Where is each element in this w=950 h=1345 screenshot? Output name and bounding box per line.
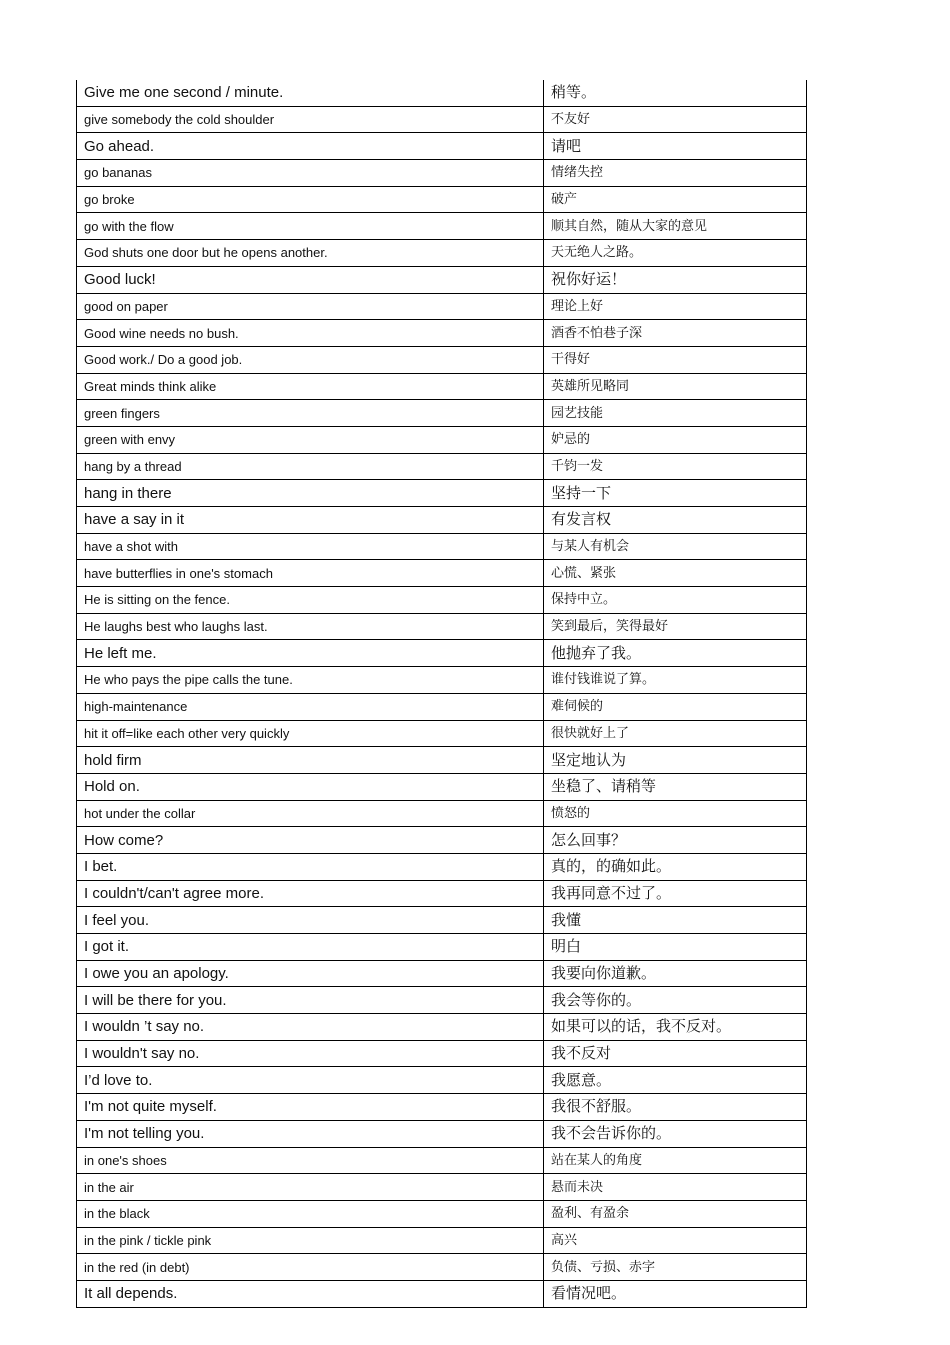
- chinese-meaning-cell: 站在某人的角度: [544, 1147, 807, 1174]
- chinese-meaning-cell: 我要向你道歉。: [544, 960, 807, 987]
- chinese-meaning-cell: 我再同意不过了。: [544, 880, 807, 907]
- table-row: [77, 587, 807, 614]
- english-phrase-cell: high-maintenance: [77, 693, 544, 720]
- table-row: [77, 1227, 807, 1254]
- english-phrase-cell: I'm not quite myself.: [77, 1094, 544, 1121]
- english-phrase-cell: He is sitting on the fence.: [77, 587, 544, 614]
- english-phrase-cell: Good work./ Do a good job.: [77, 346, 544, 373]
- table-row: [77, 987, 807, 1014]
- table-row: [77, 133, 807, 160]
- phrase-table-body: [77, 80, 807, 1307]
- chinese-meaning-cell: 顺其自然，随从大家的意见: [544, 213, 807, 240]
- chinese-meaning-cell: 负债、亏损、赤字: [544, 1254, 807, 1281]
- table-row: [77, 1174, 807, 1201]
- table-row: [77, 186, 807, 213]
- table-row: [77, 240, 807, 267]
- chinese-meaning-cell: 明白: [544, 934, 807, 961]
- english-phrase-cell: in the pink / tickle pink: [77, 1227, 544, 1254]
- table-row: [77, 960, 807, 987]
- english-phrase-cell: I owe you an apology.: [77, 960, 544, 987]
- chinese-meaning-cell: 看情况吧。: [544, 1280, 807, 1307]
- english-phrase-cell: I wouldn't say no.: [77, 1040, 544, 1067]
- english-phrase-cell: green fingers: [77, 400, 544, 427]
- english-phrase-cell: Hold on.: [77, 773, 544, 800]
- chinese-meaning-cell: 愤怒的: [544, 800, 807, 827]
- english-phrase-cell: Good luck!: [77, 266, 544, 293]
- english-phrase-cell: I wouldn ’t say no.: [77, 1014, 544, 1041]
- english-phrase-cell: It all depends.: [77, 1280, 544, 1307]
- english-phrase-cell: He laughs best who laughs last.: [77, 613, 544, 640]
- chinese-meaning-cell: 情绪失控: [544, 160, 807, 187]
- english-phrase-cell: go broke: [77, 186, 544, 213]
- english-phrase-cell: in the black: [77, 1200, 544, 1227]
- chinese-meaning-cell: 笑到最后，笑得最好: [544, 613, 807, 640]
- english-phrase-cell: good on paper: [77, 293, 544, 320]
- english-phrase-cell: go with the flow: [77, 213, 544, 240]
- chinese-meaning-cell: 我不反对: [544, 1040, 807, 1067]
- table-row: [77, 853, 807, 880]
- chinese-meaning-cell: 他抛弃了我。: [544, 640, 807, 667]
- chinese-meaning-cell: 我愿意。: [544, 1067, 807, 1094]
- english-phrase-cell: have a say in it: [77, 507, 544, 534]
- table-row: [77, 1254, 807, 1281]
- phrase-table: [76, 80, 807, 1308]
- english-phrase-cell: I got it.: [77, 934, 544, 961]
- table-row: [77, 907, 807, 934]
- table-row: [77, 880, 807, 907]
- table-row: [77, 1094, 807, 1121]
- table-row: [77, 720, 807, 747]
- chinese-meaning-cell: 我不会告诉你的。: [544, 1120, 807, 1147]
- english-phrase-cell: have butterflies in one's stomach: [77, 560, 544, 587]
- english-phrase-cell: I'm not telling you.: [77, 1120, 544, 1147]
- table-row: [77, 533, 807, 560]
- table-row: [77, 1200, 807, 1227]
- table-row: [77, 453, 807, 480]
- table-row: [77, 293, 807, 320]
- english-phrase-cell: hold firm: [77, 747, 544, 774]
- english-phrase-cell: God shuts one door but he opens another.: [77, 240, 544, 267]
- english-phrase-cell: in one's shoes: [77, 1147, 544, 1174]
- chinese-meaning-cell: 保持中立。: [544, 587, 807, 614]
- chinese-meaning-cell: 高兴: [544, 1227, 807, 1254]
- chinese-meaning-cell: 干得好: [544, 346, 807, 373]
- table-row: [77, 346, 807, 373]
- chinese-meaning-cell: 稍等。: [544, 80, 807, 106]
- english-phrase-cell: I feel you.: [77, 907, 544, 934]
- chinese-meaning-cell: 我会等你的。: [544, 987, 807, 1014]
- english-phrase-cell: hot under the collar: [77, 800, 544, 827]
- table-row: [77, 1067, 807, 1094]
- table-row: [77, 827, 807, 854]
- english-phrase-cell: green with envy: [77, 426, 544, 453]
- chinese-meaning-cell: 理论上好: [544, 293, 807, 320]
- chinese-meaning-cell: 破产: [544, 186, 807, 213]
- table-row: [77, 1014, 807, 1041]
- chinese-meaning-cell: 盈利、有盈余: [544, 1200, 807, 1227]
- english-phrase-cell: I bet.: [77, 853, 544, 880]
- chinese-meaning-cell: 英雄所见略同: [544, 373, 807, 400]
- english-phrase-cell: How come?: [77, 827, 544, 854]
- chinese-meaning-cell: 如果可以的话，我不反对。: [544, 1014, 807, 1041]
- chinese-meaning-cell: 祝你好运！: [544, 266, 807, 293]
- chinese-meaning-cell: 请吧: [544, 133, 807, 160]
- english-phrase-cell: He left me.: [77, 640, 544, 667]
- english-phrase-cell: Go ahead.: [77, 133, 544, 160]
- english-phrase-cell: I’d love to.: [77, 1067, 544, 1094]
- chinese-meaning-cell: 有发言权: [544, 507, 807, 534]
- chinese-meaning-cell: 谁付钱谁说了算。: [544, 667, 807, 694]
- table-row: [77, 1040, 807, 1067]
- table-row: [77, 693, 807, 720]
- table-row: [77, 480, 807, 507]
- table-row: [77, 773, 807, 800]
- table-row: [77, 613, 807, 640]
- table-row: [77, 106, 807, 133]
- table-row: [77, 373, 807, 400]
- chinese-meaning-cell: 不友好: [544, 106, 807, 133]
- chinese-meaning-cell: 坚持一下: [544, 480, 807, 507]
- table-row: [77, 160, 807, 187]
- chinese-meaning-cell: 天无绝人之路。: [544, 240, 807, 267]
- chinese-meaning-cell: 千钧一发: [544, 453, 807, 480]
- table-row: [77, 800, 807, 827]
- english-phrase-cell: hit it off=like each other very quickly: [77, 720, 544, 747]
- table-row: [77, 213, 807, 240]
- english-phrase-cell: I will be there for you.: [77, 987, 544, 1014]
- english-phrase-cell: Great minds think alike: [77, 373, 544, 400]
- chinese-meaning-cell: 心慌、紧张: [544, 560, 807, 587]
- chinese-meaning-cell: 难伺候的: [544, 693, 807, 720]
- table-row: [77, 80, 807, 106]
- english-phrase-cell: I couldn't/can't agree more.: [77, 880, 544, 907]
- chinese-meaning-cell: 妒忌的: [544, 426, 807, 453]
- english-phrase-cell: have a shot with: [77, 533, 544, 560]
- chinese-meaning-cell: 坐稳了、请稍等: [544, 773, 807, 800]
- table-row: [77, 1120, 807, 1147]
- chinese-meaning-cell: 悬而未决: [544, 1174, 807, 1201]
- table-row: [77, 640, 807, 667]
- table-row: [77, 1147, 807, 1174]
- chinese-meaning-cell: 坚定地认为: [544, 747, 807, 774]
- english-phrase-cell: in the red (in debt): [77, 1254, 544, 1281]
- table-row: [77, 426, 807, 453]
- chinese-meaning-cell: 我很不舒服。: [544, 1094, 807, 1121]
- english-phrase-cell: hang in there: [77, 480, 544, 507]
- chinese-meaning-cell: 很快就好上了: [544, 720, 807, 747]
- chinese-meaning-cell: 与某人有机会: [544, 533, 807, 560]
- table-row: [77, 747, 807, 774]
- table-row: [77, 400, 807, 427]
- table-row: [77, 560, 807, 587]
- english-phrase-cell: give somebody the cold shoulder: [77, 106, 544, 133]
- english-phrase-cell: hang by a thread: [77, 453, 544, 480]
- table-row: [77, 934, 807, 961]
- english-phrase-cell: Give me one second / minute.: [77, 80, 544, 106]
- table-row: [77, 667, 807, 694]
- table-row: [77, 320, 807, 347]
- chinese-meaning-cell: 真的，的确如此。: [544, 853, 807, 880]
- english-phrase-cell: Good wine needs no bush.: [77, 320, 544, 347]
- table-row: [77, 507, 807, 534]
- chinese-meaning-cell: 怎么回事？: [544, 827, 807, 854]
- table-row: [77, 266, 807, 293]
- chinese-meaning-cell: 我懂: [544, 907, 807, 934]
- chinese-meaning-cell: 酒香不怕巷子深: [544, 320, 807, 347]
- chinese-meaning-cell: 园艺技能: [544, 400, 807, 427]
- english-phrase-cell: He who pays the pipe calls the tune.: [77, 667, 544, 694]
- english-phrase-cell: go bananas: [77, 160, 544, 187]
- english-phrase-cell: in the air: [77, 1174, 544, 1201]
- table-row: [77, 1280, 807, 1307]
